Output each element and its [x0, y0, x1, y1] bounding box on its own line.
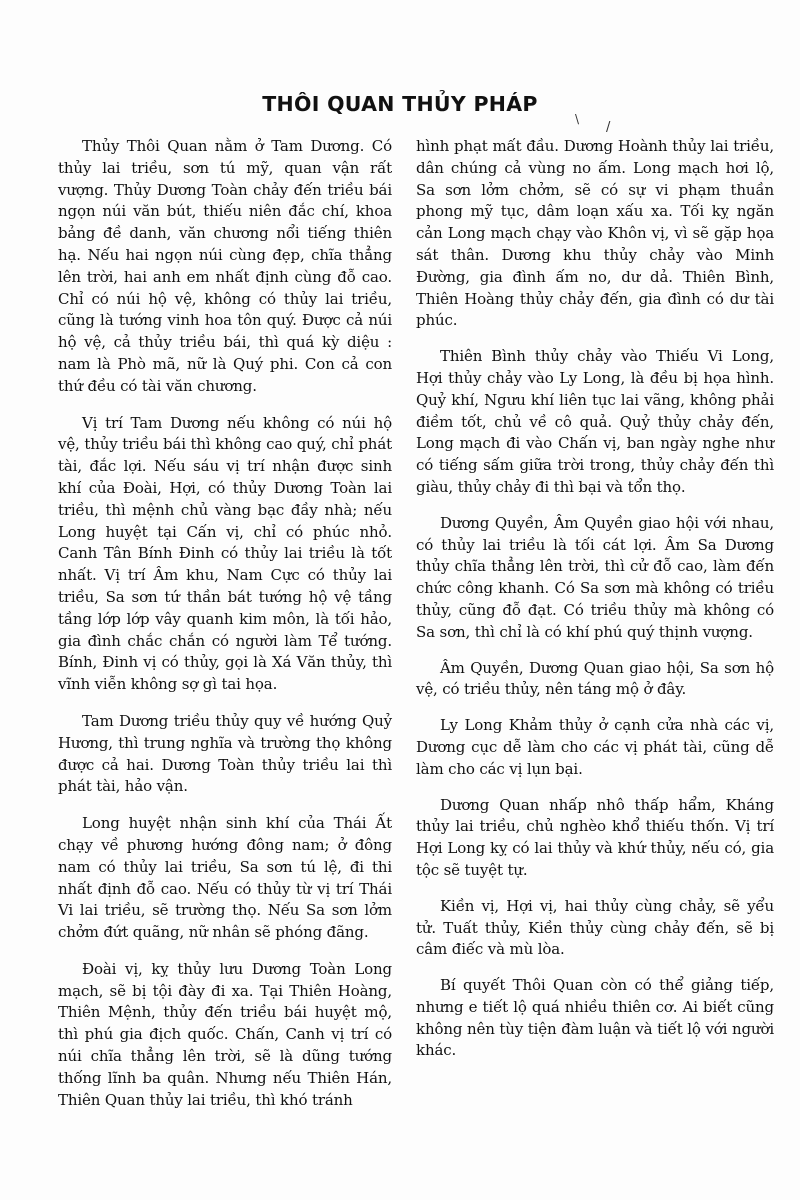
paragraph: Dương Quyền, Âm Quyền giao hội với nhau, có thủy lai triều là tối cát lợi. Âm Sa Dương thủy chĩa thẳng lên trời, thì cử đỗ cao, làm đến chức công khanh. Có Sa sơn mà không có triều thủy, cũng đỗ đạt. Có triều thủy mà không có Sa sơn, thì chỉ là có khí phú quý thịnh vượng. — [416, 513, 774, 641]
paragraph: Long huyệt nhận sinh khí của Thái Ất chạy về phương hướng đông nam; ở đông nam có thủy lai triều, Sa sơn tú lệ, đi thi nhất định đỗ cao. Nếu có thủy từ vị trí Thái Vi lai triều, sẽ trường thọ. Nếu Sa sơn lởm chởm đứt quãng, nữ nhân sẽ phóng đãng. — [58, 814, 392, 942]
scan-mark: \ — [575, 112, 580, 126]
left-column — [58, 136, 392, 1126]
paragraph: Bí quyết Thôi Quan còn có thể giảng tiếp, nhưng e tiết lộ quá nhiều thiên cơ. Ai biết cũng không nên tùy tiện đàm luận và tiết lộ với người khác. — [416, 976, 774, 1060]
page-title: THÔI QUAN THỦY PHÁP — [262, 92, 538, 116]
paragraph: Thiên Bình thủy chảy vào Thiếu Vi Long, Hợi thủy chảy vào Ly Long, là đều bị họa hình. Quỷ khí, Ngưu khí liên tục lai vãng, không phải điềm tốt, chủ về cô quả. Quỷ thủy chảy đến, Long mạch đi vào Chấn vị, ban ngày nghe như có tiếng sấm giữa trời trong, thủy chảy đến thì giàu, thủy chảy đi thì bại và tổn thọ. — [416, 347, 774, 496]
scan-mark: / — [606, 120, 611, 135]
paragraph: Vị trí Tam Dương nếu không có núi hộ vệ, thủy triều bái thì không cao quý, chỉ phát tài, đắc lợi. Nếu sáu vị trí nhận được sinh khí của Đoài, Hợi, có thủy Dương Toàn lai triều, thì mệnh chủ vàng bạc đầy nhà; nếu Long huyệt tại Cấn vị, chỉ có phúc nhỏ. Canh Tân Bính Đinh có thủy lai triều là tốt nhất. Vị trí Âm khu, Nam Cực có thủy lai triều, Sa sơn tứ thần bát tướng hộ vệ tầng tầng lớp lớp vây quanh kim môn, là tối hảo, gia đình chắc chắn có người làm Tể tướng. Bính, Đinh vị có thủy, gọi là Xá Văn thủy, thì vĩnh viễn không sợ gì tai họa. — [58, 413, 392, 694]
paragraph: Kiền vị, Hợi vị, hai thủy cùng chảy, sẽ yểu tử. Tuất thủy, Kiền thủy cùng chảy đến, sẽ bị câm điếc và mù lòa. — [416, 896, 774, 959]
paragraph: Dương Quan nhấp nhô thấp hẩm, Kháng thủy lai triều, chủ nghèo khổ thiếu thốn. Vị trí Hợi Long kỵ có lai thủy và khứ thủy, nếu có, gia tộc sẽ tuyệt tự. — [416, 795, 774, 879]
right-column — [416, 136, 774, 1076]
paragraph: Thủy Thôi Quan nằm ở Tam Dương. Có thủy lai triều, sơn tú mỹ, quan vận rất vượng. Thủy Dương Toàn chảy đến triều bái ngọn núi văn bút, thiếu niên đắc chí, khoa bảng đề danh, văn chương nổi tiếng thiên hạ. Nếu hai ngọn núi cùng đẹp, chĩa thẳng lên trời, hai anh em nhất định cùng đỗ cao. Chỉ có núi hộ vệ, không có thủy lai triều, cũng là tướng vinh hoa tôn quý. Được cả núi hộ vệ, cả thủy triều bái, thì quá kỳ diệu : nam là Phò mã, nữ là Quý phi. Con cả con thứ đều có tài văn chương. — [58, 137, 392, 395]
paragraph: Đoài vị, kỵ thủy lưu Dương Toàn Long mạch, sẽ bị tội đày đi xa. Tại Thiên Hoàng, Thiên Mệnh, thủy đến triều bái huyệt mộ, thì phú gia địch quốc. Chấn, Canh vị trí có núi chĩa thẳng lên trời, sẽ là dũng tướng thống lĩnh ba quân. Nhưng nếu Thiên Hán, Thiên Quan thủy lai triều, thì khó tránh — [58, 959, 392, 1109]
paragraph: Âm Quyền, Dương Quan giao hội, Sa sơn hộ vệ, có triều thủy, nên táng mộ ở đây. — [416, 658, 774, 699]
paragraph: Tam Dương triều thủy quy về hướng Quỷ Hương, thì trung nghĩa và trường thọ không được cả hai. Dương Toàn thủy triều lai thì phát tài, hảo vận. — [58, 711, 392, 796]
paragraph: Ly Long Khảm thủy ở cạnh cửa nhà các vị, Dương cục dễ làm cho các vị phát tài, cũng dễ làm cho các vị lụn bại. — [416, 716, 774, 778]
paragraph: hình phạt mất đầu. Dương Hoành thủy lai triều, dân chúng cả vùng no ấm. Long mạch hơi lộ, Sa sơn lởm chởm, sẽ có sự vi phạm thuần phong mỹ tục, dâm loạn xấu xa. Tối kỵ ngăn cản Long mạch chạy vào Khôn vị, vì sẽ gặp họa sát thân. Dương khu thủy chảy vào Minh Đường, gia đình ấm no, dư dả. Thiên Bình, Thiên Hoàng thủy chảy đến, gia đình có dư tài phúc. — [416, 137, 774, 330]
